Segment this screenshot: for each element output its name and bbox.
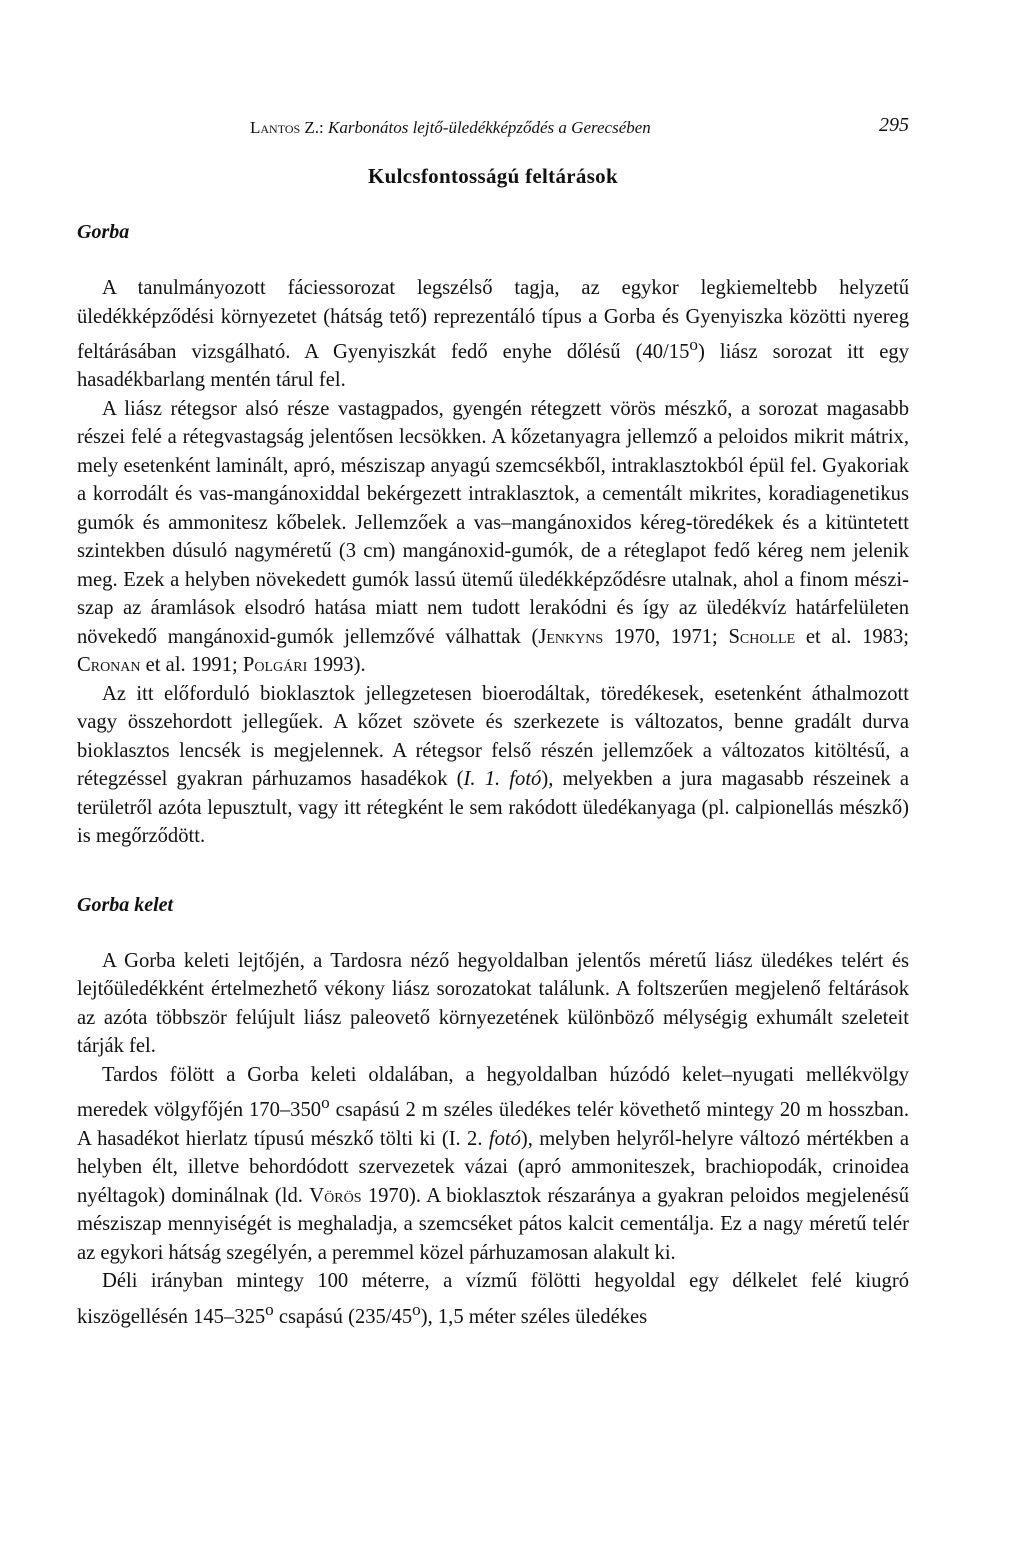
citation: Vörös (309, 1184, 362, 1207)
section-title: Kulcsfontosságú feltárások (368, 164, 618, 188)
paragraph: Déli irányban mintegy 100 méterre, a vízmű fölötti hegyoldal egy délkelet felé kiugró kiszögellésén 145–325$^o$ csapású (235/45$^o$), 1,5 méter széles üledékes (77, 1270, 909, 1328)
citation: Polgári (242, 654, 308, 677)
running-head-title: Karbonátos lejtő-üledékképződés a Gerecsében (328, 118, 651, 137)
citation: Cronan (77, 654, 141, 677)
citation: Jenkyns (538, 625, 604, 648)
paragraph: A tanulmányozott fáciessorozat legszélső tagja, az egykor legkiemeltebb helyzetű üledékképződési környezetet (hátság tető) reprezentáló típus a Gorba és Gyenyiszka közötti nyereg feltárásában vizsgálható. A Gyenyiszkát fedő enyhe dőlésű (40/15$^o$) liász sorozat itt egy hasadékbarlang mentén tárul fel. (77, 277, 910, 392)
figure-reference: fotó (488, 1127, 521, 1150)
subheading-gorba: Gorba (77, 221, 130, 243)
running-head-author: Lantos Z.: (250, 118, 324, 137)
citation: Scholle (728, 625, 796, 648)
paragraph: Tardos fölött a Gorba keleti oldalában, a hegyoldalban húzódó kelet–nyugati mellékvölgy meredek völgyfőjén 170–350$^o$ csapású 2 m széles üledékes telér követhető mintegy 20 m hosszban. A hasadékot hierlatz típusú mészkő tölti ki (I. 2. fotó), melyben helyről-helyre változó mértékben a helyben élt, illetve behordódott szervezetek vázai (apró ammoniteszek, brachiopodák, crinoidea nyéltagok) dominálnak (ld. Vörös 1970). A bioklasztok részaránya a gyakran peloidos megjelenésű mésziszap mennyiségét is meghaladja, a szemcséket pátos kalcit cementálja. Ez a nagy méretű telér az egykori hátság szegélyén, a peremmel közel párhuzamosan alakult ki. (77, 1063, 909, 1264)
page-number: 295 (879, 114, 909, 136)
paragraph: Az itt előforduló bioklasztok jellegzetesen bioerodáltak, töredékesek, esetenként áthalmozott vagy összehordott jellegűek. A kőzet szövete és szerkezete is változatos, benne gradált durva bioklasztos lencsék is megjelennek. A rétegsor felső részén jellemzőek a változatos kitöltésű, a rétegzéssel gyakran párhuzamos hasadékok (I. 1. fotó), melyekben a jura magasabb részeinek a területről azóta lepusztult, vagy itt rétegként le sem rakódott üledékanyaga (pl. calpionellás mészkő) is megőrződött. (77, 682, 909, 848)
paragraph: A Gorba keleti lejtőjén, a Tardosra néző hegyoldalban jelentős méretű liász üledékes telért és lejtőüledékként értelmezhető vékony liász sorozatokat találunk. A foltszerűen megjelenő feltárások az azóta többször felújult liász paleovető környezetének különböző mélységig exhumált szeleteit tárják fel. (77, 949, 909, 1058)
page (77, 112, 909, 1331)
running-head (77, 112, 909, 144)
figure-reference: I. 1. fotó (463, 768, 542, 791)
running-head-left (250, 118, 651, 138)
paragraph: A liász rétegsor alsó része vastagpados, gyengén rétegzett vörös mészkő, a sorozat magasabb részei felé a rétegvastagság jelentősen lecsökken. A kőzetanyagra jellemző a peloidos mikrit mátrix, mely esetenként laminált, apró, mésziszap anyagú szemcsékből, intraklasztokból épül fel. Gyakoriak a korrodált és vas-mangánoxiddal bekérgezett intraklasztok, a cementált mikrites, koradiagenetikus gumók és ammonitesz kőbelek. Jellemzőek a vas–mangánoxidos kéreg-töredékek és a kitüntetett szintekben dúsuló nagyméretű (3 cm) mangánoxid-gumók, de a réteglapot fedő kéreg nem jelenik meg. Ezek a helyben növekedett gumók lassú ütemű üledékképződésre utalnak, ahol a finom mésziszap az áramlások elsodró hatása miatt nem tudott lerakódni és így az üledékvíz határfelületen növekedő mangánoxid-gumók jellemzővé válhattak (Jenkyns 1970, 1971; Scholle et al. 1983; Cronan et al. 1991; Polgári 1993). (77, 397, 909, 677)
subheading-gorba-kelet: Gorba kelet (77, 893, 174, 916)
